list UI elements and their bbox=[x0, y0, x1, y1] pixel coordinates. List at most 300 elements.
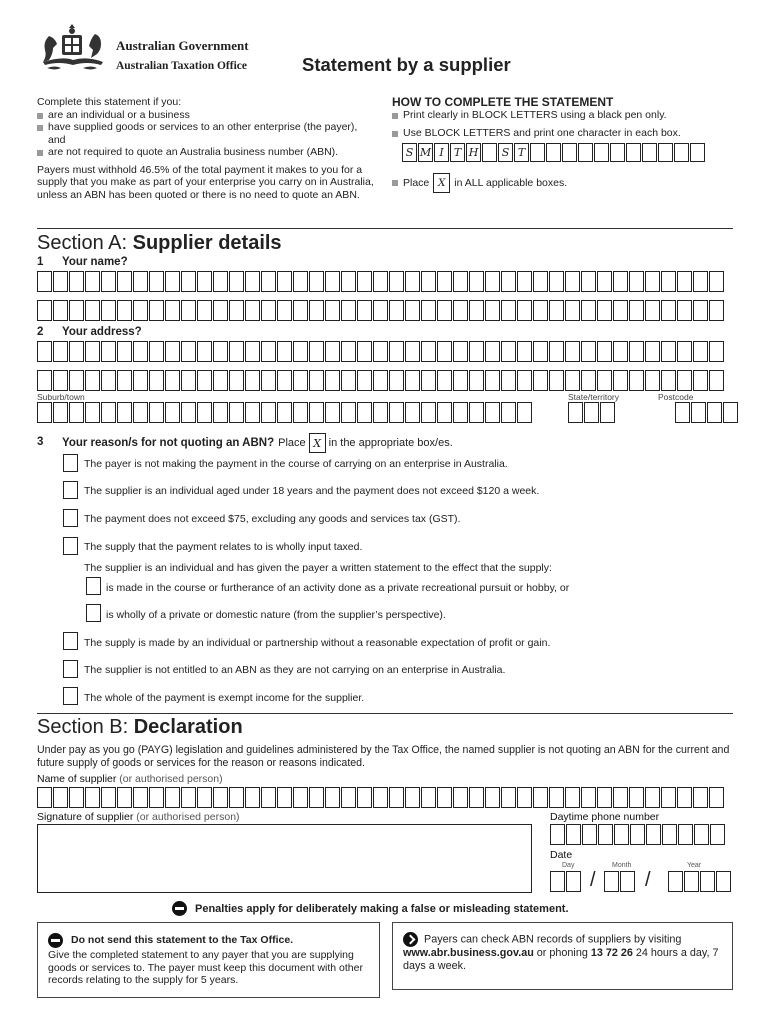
q3-line: Your reason/s for not quoting an ABN? Place X in the appropriate box/es. bbox=[62, 433, 453, 453]
char-box[interactable] bbox=[645, 300, 660, 321]
char-box[interactable] bbox=[165, 300, 180, 321]
char-box[interactable] bbox=[694, 824, 709, 845]
char-box[interactable] bbox=[309, 787, 324, 808]
char-box[interactable] bbox=[675, 402, 690, 423]
char-box[interactable] bbox=[693, 787, 708, 808]
char-box[interactable] bbox=[341, 271, 356, 292]
char-box[interactable] bbox=[389, 370, 404, 391]
char-box[interactable] bbox=[684, 871, 699, 892]
char-box[interactable] bbox=[213, 402, 228, 423]
char-box[interactable] bbox=[37, 370, 52, 391]
char-box[interactable] bbox=[437, 370, 452, 391]
char-box[interactable] bbox=[389, 341, 404, 362]
char-box[interactable] bbox=[661, 341, 676, 362]
char-box[interactable] bbox=[678, 824, 693, 845]
supplier-name-field[interactable] bbox=[37, 787, 725, 808]
char-box[interactable] bbox=[389, 402, 404, 423]
char-box[interactable] bbox=[613, 300, 628, 321]
char-box[interactable] bbox=[37, 341, 52, 362]
char-box[interactable] bbox=[630, 824, 645, 845]
char-box[interactable] bbox=[613, 271, 628, 292]
char-box[interactable] bbox=[645, 341, 660, 362]
char-box[interactable] bbox=[293, 370, 308, 391]
reason-checkbox-5[interactable] bbox=[63, 632, 78, 650]
char-box[interactable] bbox=[629, 341, 644, 362]
char-box[interactable] bbox=[53, 370, 68, 391]
char-box[interactable] bbox=[85, 787, 100, 808]
q2-label: Your address? bbox=[62, 326, 142, 338]
char-box[interactable] bbox=[309, 271, 324, 292]
address-field-line2[interactable] bbox=[37, 370, 725, 391]
char-box[interactable] bbox=[117, 787, 132, 808]
char-box[interactable] bbox=[213, 300, 228, 321]
char-box[interactable] bbox=[645, 370, 660, 391]
char-box[interactable] bbox=[117, 271, 132, 292]
char-box[interactable] bbox=[550, 871, 565, 892]
char-box[interactable] bbox=[389, 271, 404, 292]
char-box[interactable] bbox=[661, 300, 676, 321]
char-box[interactable] bbox=[533, 787, 548, 808]
char-box[interactable] bbox=[85, 271, 100, 292]
char-box[interactable] bbox=[469, 271, 484, 292]
char-box[interactable] bbox=[325, 787, 340, 808]
char-box[interactable] bbox=[373, 787, 388, 808]
char-box[interactable] bbox=[568, 402, 583, 423]
char-box[interactable] bbox=[245, 300, 260, 321]
char-box[interactable] bbox=[101, 370, 116, 391]
char-box[interactable] bbox=[101, 787, 116, 808]
char-box[interactable] bbox=[133, 370, 148, 391]
char-box[interactable] bbox=[53, 271, 68, 292]
char-box[interactable] bbox=[709, 300, 724, 321]
char-box[interactable] bbox=[709, 370, 724, 391]
char-box[interactable] bbox=[677, 787, 692, 808]
char-box[interactable] bbox=[405, 402, 420, 423]
char-box[interactable] bbox=[437, 787, 452, 808]
date-month-field[interactable] bbox=[604, 871, 636, 892]
char-box[interactable] bbox=[357, 370, 372, 391]
char-box[interactable] bbox=[709, 341, 724, 362]
char-box[interactable] bbox=[357, 341, 372, 362]
char-box[interactable] bbox=[613, 370, 628, 391]
char-box[interactable] bbox=[213, 341, 228, 362]
char-box[interactable] bbox=[485, 271, 500, 292]
reason-checkbox-1[interactable] bbox=[63, 454, 78, 472]
char-box[interactable] bbox=[700, 871, 715, 892]
char-box[interactable] bbox=[357, 300, 372, 321]
char-box[interactable] bbox=[453, 341, 468, 362]
char-box[interactable] bbox=[405, 341, 420, 362]
char-box[interactable] bbox=[245, 402, 260, 423]
char-box[interactable] bbox=[325, 300, 340, 321]
reason-checkbox-4[interactable] bbox=[63, 537, 78, 555]
char-box[interactable] bbox=[277, 402, 292, 423]
char-box[interactable] bbox=[677, 341, 692, 362]
char-box[interactable] bbox=[69, 402, 84, 423]
char-box[interactable] bbox=[197, 271, 212, 292]
char-box[interactable] bbox=[566, 824, 581, 845]
char-box[interactable] bbox=[629, 271, 644, 292]
char-box[interactable] bbox=[357, 787, 372, 808]
char-box[interactable] bbox=[389, 300, 404, 321]
char-box[interactable] bbox=[453, 370, 468, 391]
state-field[interactable] bbox=[568, 402, 616, 423]
char-box[interactable] bbox=[165, 370, 180, 391]
char-box[interactable] bbox=[581, 370, 596, 391]
name-field-line1[interactable] bbox=[37, 271, 725, 292]
char-box[interactable] bbox=[213, 271, 228, 292]
char-box[interactable] bbox=[566, 871, 581, 892]
char-box[interactable] bbox=[197, 341, 212, 362]
char-box[interactable] bbox=[357, 402, 372, 423]
char-box[interactable] bbox=[309, 341, 324, 362]
date-year-field[interactable] bbox=[668, 871, 732, 892]
char-box[interactable] bbox=[485, 787, 500, 808]
char-box[interactable] bbox=[69, 300, 84, 321]
char-box[interactable] bbox=[85, 402, 100, 423]
char-box[interactable] bbox=[373, 341, 388, 362]
char-box[interactable] bbox=[517, 300, 532, 321]
char-box[interactable] bbox=[501, 787, 516, 808]
char-box[interactable] bbox=[645, 271, 660, 292]
private-checkbox-1[interactable] bbox=[86, 577, 101, 595]
char-box[interactable] bbox=[709, 271, 724, 292]
how-to-bullet-3: Place X in ALL applicable boxes. bbox=[392, 173, 567, 193]
char-box[interactable] bbox=[604, 871, 619, 892]
char-box[interactable] bbox=[277, 787, 292, 808]
char-box[interactable] bbox=[565, 787, 580, 808]
char-box[interactable] bbox=[710, 824, 725, 845]
char-box[interactable] bbox=[629, 787, 644, 808]
char-box[interactable] bbox=[229, 341, 244, 362]
char-box[interactable] bbox=[213, 370, 228, 391]
char-box[interactable] bbox=[229, 300, 244, 321]
char-box[interactable] bbox=[85, 300, 100, 321]
char-box[interactable] bbox=[373, 370, 388, 391]
reason-checkbox-7[interactable] bbox=[63, 687, 78, 705]
char-box[interactable] bbox=[181, 402, 196, 423]
address-field-line1[interactable] bbox=[37, 341, 725, 362]
char-box[interactable] bbox=[661, 787, 676, 808]
char-box[interactable] bbox=[517, 370, 532, 391]
char-box[interactable] bbox=[229, 402, 244, 423]
char-box[interactable] bbox=[149, 402, 164, 423]
char-box[interactable] bbox=[341, 787, 356, 808]
char-box[interactable] bbox=[550, 824, 565, 845]
char-box[interactable] bbox=[421, 341, 436, 362]
char-box[interactable] bbox=[133, 402, 148, 423]
char-box[interactable] bbox=[453, 300, 468, 321]
char-box[interactable] bbox=[69, 370, 84, 391]
char-box[interactable] bbox=[517, 787, 532, 808]
char-box[interactable] bbox=[101, 341, 116, 362]
char-box[interactable] bbox=[597, 271, 612, 292]
char-box[interactable] bbox=[69, 341, 84, 362]
char-box[interactable] bbox=[149, 370, 164, 391]
char-box[interactable] bbox=[277, 300, 292, 321]
char-box[interactable] bbox=[37, 300, 52, 321]
abr-url[interactable]: www.abr.business.gov.au bbox=[403, 947, 534, 959]
char-box[interactable] bbox=[613, 341, 628, 362]
char-box[interactable] bbox=[565, 300, 580, 321]
char-box[interactable] bbox=[261, 300, 276, 321]
char-box[interactable] bbox=[341, 300, 356, 321]
char-box[interactable] bbox=[149, 300, 164, 321]
char-box[interactable] bbox=[181, 271, 196, 292]
char-box[interactable] bbox=[501, 271, 516, 292]
char-box[interactable] bbox=[293, 271, 308, 292]
char-box[interactable] bbox=[277, 271, 292, 292]
char-box[interactable] bbox=[549, 787, 564, 808]
char-box[interactable] bbox=[229, 787, 244, 808]
char-box[interactable] bbox=[357, 271, 372, 292]
private-checkbox-2[interactable] bbox=[86, 604, 101, 622]
char-box[interactable] bbox=[181, 300, 196, 321]
char-box[interactable] bbox=[597, 341, 612, 362]
char-box[interactable] bbox=[517, 402, 532, 423]
char-box[interactable] bbox=[69, 787, 84, 808]
char-box[interactable] bbox=[261, 341, 276, 362]
char-box[interactable] bbox=[421, 402, 436, 423]
char-box[interactable] bbox=[405, 271, 420, 292]
char-box[interactable] bbox=[245, 341, 260, 362]
char-box[interactable] bbox=[437, 300, 452, 321]
char-box[interactable] bbox=[437, 341, 452, 362]
char-box[interactable] bbox=[693, 271, 708, 292]
char-box[interactable] bbox=[181, 341, 196, 362]
reason-text-5: The supply is made by an individual or partnership without a reasonable expectation of profit or gain. bbox=[84, 637, 551, 649]
char-box[interactable] bbox=[341, 370, 356, 391]
char-box[interactable] bbox=[549, 271, 564, 292]
char-box[interactable] bbox=[646, 824, 661, 845]
char-box[interactable] bbox=[245, 271, 260, 292]
char-box[interactable] bbox=[373, 271, 388, 292]
char-box[interactable] bbox=[549, 300, 564, 321]
char-box[interactable] bbox=[165, 787, 180, 808]
char-box[interactable] bbox=[629, 300, 644, 321]
char-box[interactable] bbox=[133, 271, 148, 292]
char-box[interactable] bbox=[693, 300, 708, 321]
char-box[interactable] bbox=[645, 787, 660, 808]
char-box[interactable] bbox=[261, 402, 276, 423]
char-box[interactable] bbox=[181, 370, 196, 391]
char-box[interactable] bbox=[117, 402, 132, 423]
char-box[interactable] bbox=[213, 787, 228, 808]
char-box[interactable] bbox=[581, 300, 596, 321]
char-box[interactable] bbox=[229, 271, 244, 292]
char-box[interactable] bbox=[53, 341, 68, 362]
char-box[interactable] bbox=[677, 370, 692, 391]
char-box[interactable] bbox=[565, 271, 580, 292]
char-box[interactable] bbox=[549, 341, 564, 362]
char-box[interactable] bbox=[565, 370, 580, 391]
char-box[interactable] bbox=[341, 341, 356, 362]
char-box[interactable] bbox=[197, 787, 212, 808]
char-box[interactable] bbox=[405, 370, 420, 391]
char-box[interactable] bbox=[485, 341, 500, 362]
char-box[interactable] bbox=[453, 402, 468, 423]
char-box[interactable] bbox=[549, 370, 564, 391]
char-box[interactable] bbox=[293, 402, 308, 423]
char-box[interactable] bbox=[565, 341, 580, 362]
char-box[interactable] bbox=[53, 787, 68, 808]
char-box[interactable] bbox=[325, 370, 340, 391]
char-box[interactable] bbox=[469, 370, 484, 391]
char-box[interactable] bbox=[101, 402, 116, 423]
char-box[interactable] bbox=[37, 271, 52, 292]
char-box[interactable] bbox=[325, 341, 340, 362]
char-box[interactable] bbox=[133, 341, 148, 362]
char-box[interactable] bbox=[309, 300, 324, 321]
char-box[interactable] bbox=[421, 300, 436, 321]
char-box[interactable] bbox=[581, 341, 596, 362]
char-box[interactable] bbox=[309, 370, 324, 391]
char-box[interactable] bbox=[373, 300, 388, 321]
phone-field[interactable] bbox=[550, 824, 726, 845]
reason-checkbox-3[interactable] bbox=[63, 509, 78, 527]
char-box[interactable] bbox=[101, 300, 116, 321]
char-box[interactable] bbox=[37, 787, 52, 808]
char-box[interactable] bbox=[69, 271, 84, 292]
char-box[interactable] bbox=[677, 271, 692, 292]
char-box[interactable] bbox=[117, 341, 132, 362]
char-box[interactable] bbox=[661, 271, 676, 292]
char-box[interactable] bbox=[582, 824, 597, 845]
reason-checkbox-6[interactable] bbox=[63, 660, 78, 678]
char-box[interactable] bbox=[453, 787, 468, 808]
char-box[interactable] bbox=[309, 402, 324, 423]
char-box[interactable] bbox=[261, 787, 276, 808]
char-box[interactable] bbox=[197, 370, 212, 391]
char-box[interactable] bbox=[277, 370, 292, 391]
char-box[interactable] bbox=[485, 402, 500, 423]
suburb-field[interactable] bbox=[37, 402, 533, 423]
char-box[interactable] bbox=[485, 300, 500, 321]
char-box[interactable] bbox=[437, 402, 452, 423]
char-box[interactable] bbox=[469, 402, 484, 423]
char-box[interactable] bbox=[533, 341, 548, 362]
char-box[interactable] bbox=[101, 271, 116, 292]
char-box[interactable] bbox=[261, 271, 276, 292]
char-box[interactable] bbox=[597, 370, 612, 391]
char-box[interactable] bbox=[373, 402, 388, 423]
char-box[interactable] bbox=[598, 824, 613, 845]
postcode-field[interactable] bbox=[675, 402, 739, 423]
char-box[interactable] bbox=[533, 271, 548, 292]
char-box[interactable] bbox=[421, 370, 436, 391]
char-box[interactable] bbox=[245, 787, 260, 808]
char-box[interactable] bbox=[437, 271, 452, 292]
char-box[interactable] bbox=[693, 341, 708, 362]
char-box[interactable] bbox=[133, 787, 148, 808]
char-box[interactable] bbox=[620, 871, 635, 892]
char-box[interactable] bbox=[501, 341, 516, 362]
char-box[interactable] bbox=[117, 300, 132, 321]
char-box[interactable] bbox=[716, 871, 731, 892]
char-box[interactable] bbox=[661, 370, 676, 391]
date-day-field[interactable] bbox=[550, 871, 582, 892]
name-field-line2[interactable] bbox=[37, 300, 725, 321]
char-box[interactable] bbox=[469, 787, 484, 808]
char-box[interactable] bbox=[600, 402, 615, 423]
char-box[interactable] bbox=[723, 402, 738, 423]
char-box[interactable] bbox=[149, 271, 164, 292]
char-box[interactable] bbox=[709, 787, 724, 808]
char-box[interactable] bbox=[85, 370, 100, 391]
char-box[interactable] bbox=[149, 341, 164, 362]
char-box[interactable] bbox=[501, 370, 516, 391]
char-box[interactable] bbox=[533, 370, 548, 391]
char-box[interactable] bbox=[614, 824, 629, 845]
char-box[interactable] bbox=[584, 402, 599, 423]
char-box[interactable] bbox=[325, 402, 340, 423]
char-box[interactable] bbox=[53, 402, 68, 423]
signature-field[interactable] bbox=[37, 824, 532, 893]
char-box[interactable] bbox=[85, 341, 100, 362]
do-not-send-title: Do not send this statement to the Tax Office. bbox=[71, 934, 294, 947]
char-box[interactable] bbox=[469, 341, 484, 362]
char-box[interactable] bbox=[629, 370, 644, 391]
char-box[interactable] bbox=[149, 787, 164, 808]
char-box[interactable] bbox=[181, 787, 196, 808]
char-box[interactable] bbox=[277, 341, 292, 362]
char-box[interactable] bbox=[517, 271, 532, 292]
char-box[interactable] bbox=[341, 402, 356, 423]
char-box[interactable] bbox=[421, 787, 436, 808]
char-box[interactable] bbox=[421, 271, 436, 292]
char-box[interactable] bbox=[197, 300, 212, 321]
char-box[interactable] bbox=[501, 402, 516, 423]
char-box[interactable] bbox=[261, 370, 276, 391]
char-box[interactable] bbox=[229, 370, 244, 391]
char-box[interactable] bbox=[165, 271, 180, 292]
char-box[interactable] bbox=[707, 402, 722, 423]
char-box[interactable] bbox=[517, 341, 532, 362]
char-box[interactable] bbox=[37, 402, 52, 423]
reason-checkbox-2[interactable] bbox=[63, 481, 78, 499]
char-box[interactable] bbox=[325, 271, 340, 292]
char-box[interactable] bbox=[533, 300, 548, 321]
char-box[interactable] bbox=[197, 402, 212, 423]
char-box[interactable] bbox=[501, 300, 516, 321]
char-box[interactable] bbox=[677, 300, 692, 321]
char-box[interactable] bbox=[469, 300, 484, 321]
char-box[interactable] bbox=[117, 370, 132, 391]
char-box[interactable] bbox=[165, 341, 180, 362]
char-box[interactable] bbox=[293, 341, 308, 362]
char-box[interactable] bbox=[581, 271, 596, 292]
char-box[interactable] bbox=[581, 787, 596, 808]
char-box[interactable] bbox=[245, 370, 260, 391]
char-box[interactable] bbox=[597, 787, 612, 808]
char-box[interactable] bbox=[597, 300, 612, 321]
char-box[interactable] bbox=[485, 370, 500, 391]
char-box[interactable] bbox=[405, 787, 420, 808]
char-box[interactable] bbox=[668, 871, 683, 892]
char-box[interactable] bbox=[693, 370, 708, 391]
char-box[interactable] bbox=[53, 300, 68, 321]
char-box[interactable] bbox=[293, 787, 308, 808]
char-box[interactable] bbox=[405, 300, 420, 321]
char-box[interactable] bbox=[662, 824, 677, 845]
char-box[interactable] bbox=[165, 402, 180, 423]
char-box[interactable] bbox=[293, 300, 308, 321]
char-box[interactable] bbox=[389, 787, 404, 808]
char-box[interactable] bbox=[691, 402, 706, 423]
char-box[interactable] bbox=[613, 787, 628, 808]
char-box[interactable] bbox=[453, 271, 468, 292]
char-box[interactable] bbox=[133, 300, 148, 321]
